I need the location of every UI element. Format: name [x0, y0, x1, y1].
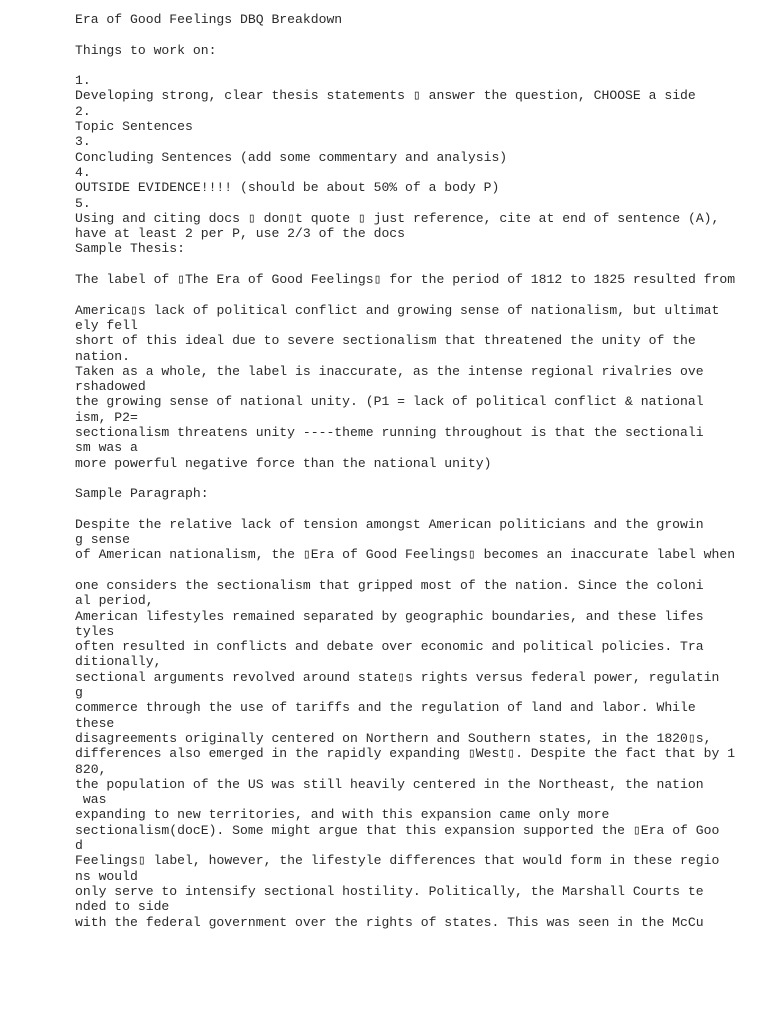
text-line — [75, 257, 755, 272]
text-line: America▯s lack of political conflict and growing sense of nationalism, but ultimat — [75, 302, 720, 318]
text-line: Things to work on: — [75, 42, 217, 58]
text-line — [75, 502, 755, 517]
text-line: of American nationalism, the ▯Era of Good Feelings▯ becomes an inaccurate label when — [75, 547, 736, 563]
text-line: sectionalism(docE). Some might argue that this expansion supported the ▯Era of Goo — [75, 822, 720, 838]
text-line: expanding to new territories, and with this expansion came only more — [75, 807, 610, 823]
text-line: commerce through the use of tariffs and the regulation of land and labor. While — [75, 700, 696, 716]
text-line: d — [75, 838, 83, 854]
document-body — [75, 12, 755, 930]
text-line: rshadowed — [75, 379, 146, 395]
text-line: 5. — [75, 195, 91, 211]
text-line: 3. — [75, 134, 91, 150]
text-line: nation. — [75, 348, 131, 364]
text-line: 2. — [75, 103, 91, 119]
text-line — [75, 27, 755, 42]
text-line: g sense — [75, 532, 131, 548]
text-line: ditionally, — [75, 654, 162, 670]
text-line: differences also emerged in the rapidly expanding ▯West▯. Despite the fact that by 1 — [75, 746, 736, 762]
text-line — [75, 58, 755, 73]
text-line: OUTSIDE EVIDENCE!!!! (should be about 50% of a body P) — [75, 180, 500, 196]
text-line: have at least 2 per P, use 2/3 of the docs — [75, 226, 406, 242]
text-line: tyles — [75, 623, 115, 639]
text-line: these — [75, 715, 115, 731]
text-line: Developing strong, clear thesis statements ▯ answer the question, CHOOSE a side — [75, 88, 696, 104]
text-line: more powerful negative force than the national unity) — [75, 455, 492, 471]
text-line — [75, 471, 755, 486]
text-line: ns would — [75, 868, 138, 884]
text-line: Taken as a whole, the label is inaccurate, as the intense regional rivalries ove — [75, 363, 704, 379]
text-line: g — [75, 685, 83, 701]
text-line: often resulted in conflicts and debate over economic and political policies. Tra — [75, 639, 704, 655]
text-line: Despite the relative lack of tension amongst American politicians and the growin — [75, 516, 704, 532]
text-line: with the federal government over the rights of states. This was seen in the McCu — [75, 914, 704, 930]
text-line: the population of the US was still heavily centered in the Northeast, the nation — [75, 776, 704, 792]
text-line: nded to side — [75, 899, 170, 915]
text-line: sectional arguments revolved around state▯s rights versus federal power, regulatin — [75, 669, 720, 685]
text-line: Sample Paragraph: — [75, 486, 209, 502]
text-line: 4. — [75, 164, 91, 180]
text-line: only serve to intensify sectional hostility. Politically, the Marshall Courts te — [75, 883, 704, 899]
text-line: Feelings▯ label, however, the lifestyle differences that would form in these regio — [75, 853, 720, 869]
text-line: short of this ideal due to severe sectionalism that threatened the unity of the — [75, 333, 696, 349]
text-line: Sample Thesis: — [75, 241, 186, 257]
text-line: disagreements originally centered on Northern and Southern states, in the 1820▯s, — [75, 730, 712, 746]
text-line: 820, — [75, 761, 107, 777]
text-line: American lifestyles remained separated by geographic boundaries, and these lifes — [75, 608, 704, 624]
text-line: Topic Sentences — [75, 119, 193, 135]
text-line: The label of ▯The Era of Good Feelings▯ for the period of 1812 to 1825 resulted from — [75, 272, 736, 288]
text-line: Concluding Sentences (add some commentary and analysis) — [75, 149, 508, 165]
text-line: al period, — [75, 593, 154, 609]
text-line: ely fell — [75, 317, 138, 333]
text-line — [75, 563, 755, 578]
text-line: sm was a — [75, 440, 138, 456]
text-line: Using and citing docs ▯ don▯t quote ▯ just reference, cite at end of sentence (A), — [75, 210, 720, 226]
text-line — [75, 287, 755, 302]
text-line: one considers the sectionalism that gripped most of the nation. Since the coloni — [75, 577, 704, 593]
text-line: the growing sense of national unity. (P1 = lack of political conflict & national — [75, 394, 704, 410]
text-line: Era of Good Feelings DBQ Breakdown — [75, 12, 343, 27]
text-line: sectionalism threatens unity ----theme running throughout is that the sectionali — [75, 425, 704, 441]
text-line: ism, P2= — [75, 409, 138, 425]
text-line: 1. — [75, 73, 91, 89]
text-line: was — [75, 792, 107, 808]
